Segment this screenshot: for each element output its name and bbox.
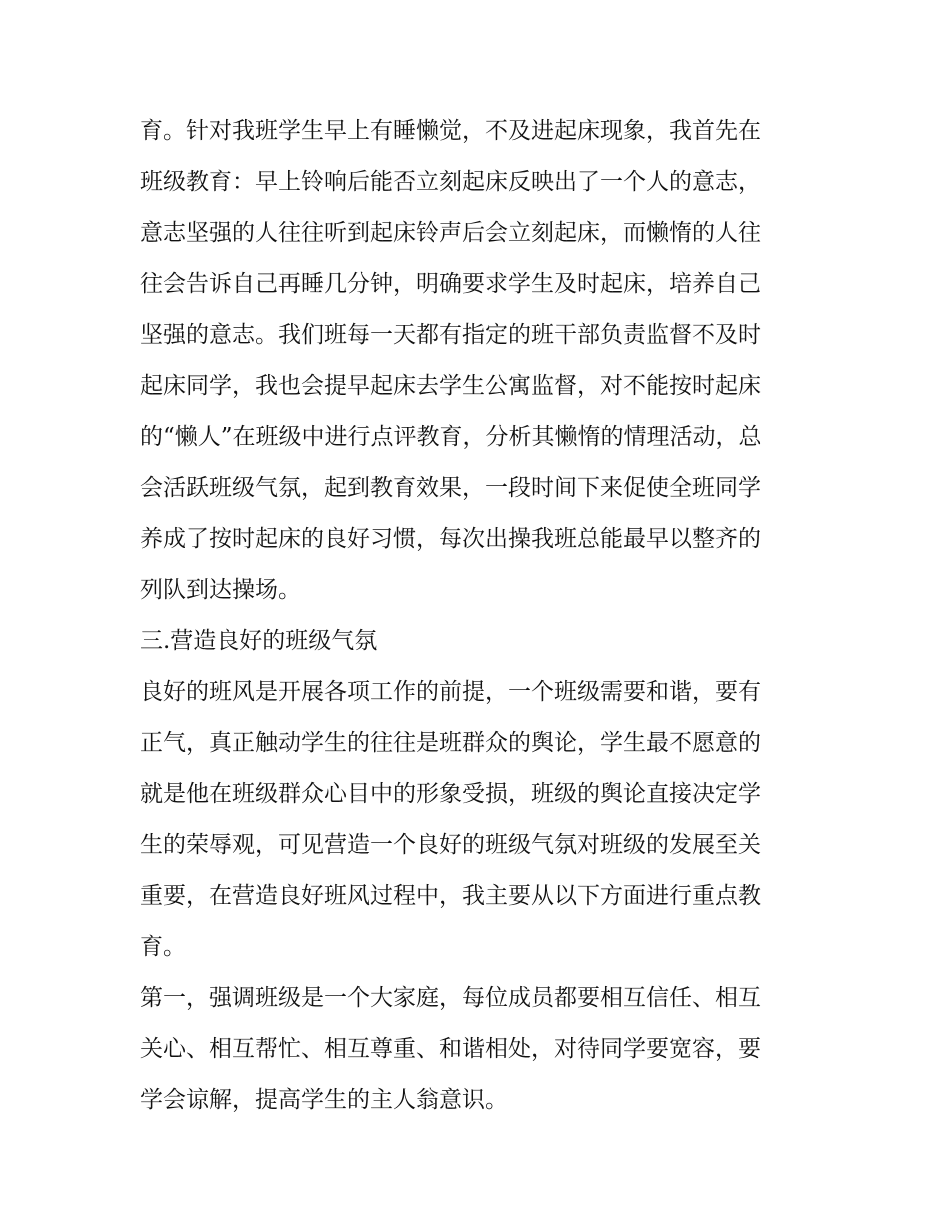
text-line: 良好的班风是开展各项工作的前提，一个班级需要和谐，要有	[140, 679, 761, 705]
text-line: 就是他在班级群众心目中的形象受损，班级的舆论直接决定学	[140, 781, 761, 807]
text-line: 起床同学，我也会提早起床去学生公寓监督，对不能按时起床	[140, 373, 761, 399]
text-line: 往会告诉自己再睡几分钟，明确要求学生及时起床，培养自己	[140, 271, 761, 297]
document-body	[140, 106, 812, 1126]
text-line: 坚强的意志。我们班每一天都有指定的班干部负责监督不及时	[140, 322, 761, 348]
text-line: 列队到达操场。	[140, 577, 301, 603]
section-heading: 三.营造良好的班级气氛	[140, 628, 378, 654]
text-line: 第一，强调班级是一个大家庭，每位成员都要相互信任、相互	[140, 985, 761, 1011]
text-line: 育。	[140, 934, 186, 960]
text-line: 育。针对我班学生早上有睡懒觉，不及进起床现象，我首先在	[140, 118, 761, 144]
text-line: 意志坚强的人往往听到起床铃声后会立刻起床，而懒惰的人往	[140, 220, 761, 246]
text-line: 班级教育：早上铃响后能否立刻起床反映出了一个人的意志，	[140, 169, 761, 195]
text-line: 的“懒人”在班级中进行点评教育，分析其懒惰的情理活动，总	[140, 424, 762, 450]
text-line: 重要，在营造良好班风过程中，我主要从以下方面进行重点教	[140, 883, 761, 909]
text-line: 养成了按时起床的良好习惯，每次出操我班总能最早以整齐的	[140, 526, 761, 552]
text-line: 正气，真正触动学生的往往是班群众的舆论，学生最不愿意的	[140, 730, 761, 756]
text-line: 学会谅解，提高学生的主人翁意识。	[140, 1087, 508, 1113]
text-line: 会活跃班级气氛，起到教育效果，一段时间下来促使全班同学	[140, 475, 761, 501]
text-line: 关心、相互帮忙、相互尊重、和谐相处，对待同学要宽容，要	[140, 1036, 761, 1062]
text-line: 生的荣辱观，可见营造一个良好的班级气氛对班级的发展至关	[140, 832, 761, 858]
